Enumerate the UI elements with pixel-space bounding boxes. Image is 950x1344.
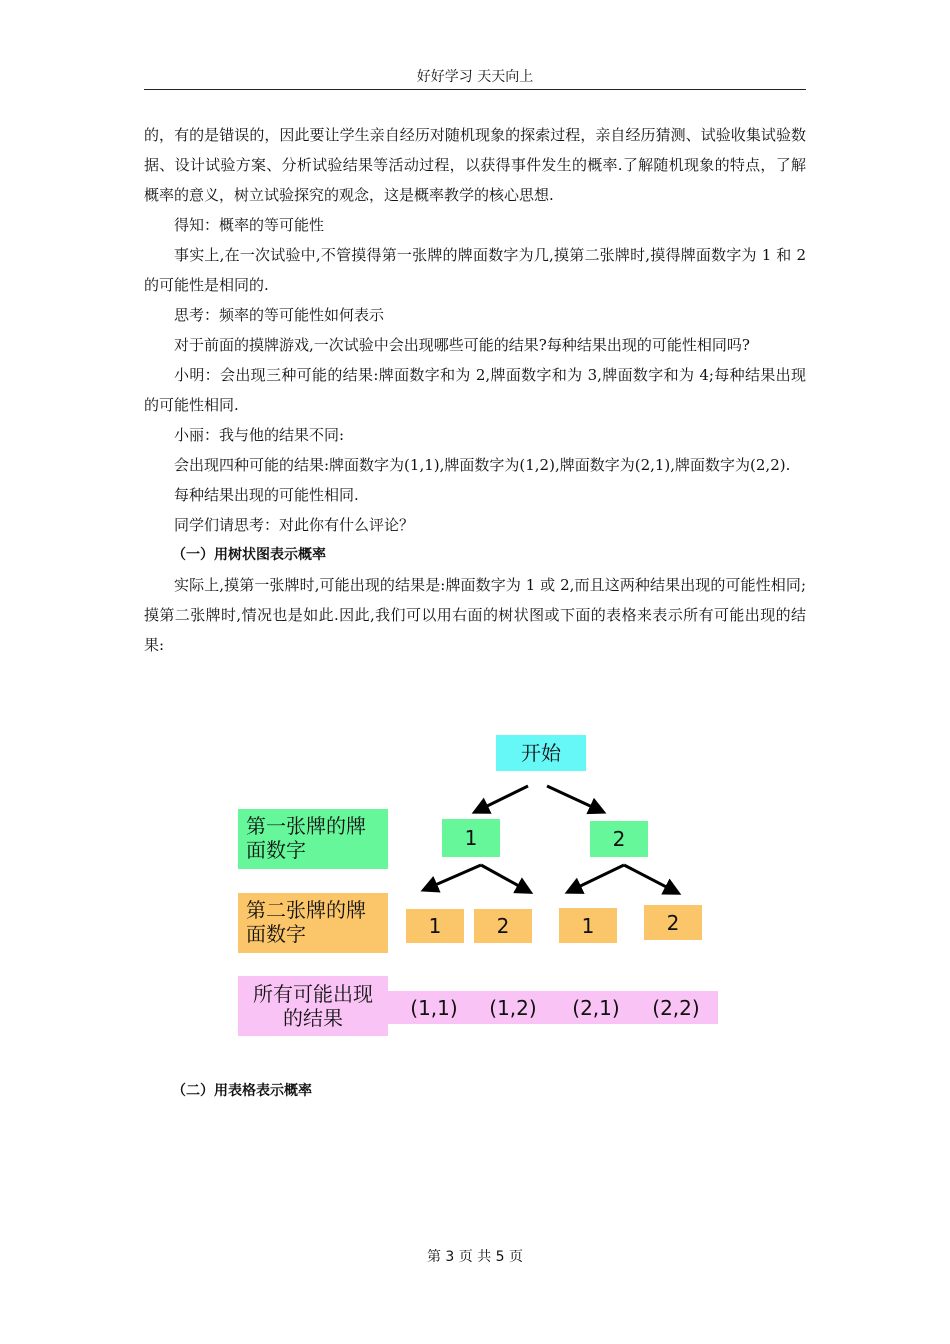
paragraph-intro: 的，有的是错误的，因此要让学生亲自经历对随机现象的探索过程，亲自经历猜测、试验收集试验数据、设计试验方案、分析试验结果等活动过程，以获得事件发生的概率.了解随机现象的特点，了解概率的意义，树立试验探究的观念，这是概率教学的核心思想. <box>144 126 806 204</box>
tree-diagram <box>236 732 720 1038</box>
paragraph-question: 对于前面的摸牌游戏,一次试验中会出现哪些可能的结果?每种结果出现的可能性相同吗? <box>174 336 750 354</box>
paragraph-xiaoli: 小丽：我与他的结果不同: <box>174 426 345 444</box>
outcome-1-1: (1,1) <box>410 995 458 1020</box>
first-card-1: 1 <box>442 819 500 857</box>
paragraph-tree-explain: 实际上,摸第一张牌时,可能出现的结果是:牌面数字为 1 或 2,而且这两种结果出现的可能性相同;摸第二张牌时,情况也是如此.因此,我们可以用右面的树状图或下面的表格来表示所有可能出现的结果: <box>144 576 806 654</box>
row-label-second-card: 第二张牌的牌面数字 <box>238 893 388 953</box>
row-label-first-card: 第一张牌的牌面数字 <box>238 809 388 869</box>
arrow-start-to-1 <box>477 786 528 811</box>
outcome-2-1: (2,1) <box>572 995 620 1020</box>
paragraph-fact: 事实上,在一次试验中,不管摸得第一张牌的牌面数字为几,摸第二张牌时,摸得牌面数字为 1 和 2 的可能性是相同的. <box>144 246 806 294</box>
body-text <box>144 120 806 660</box>
header-rule <box>144 89 806 90</box>
paragraph-conclusion: 得知：概率的等可能性 <box>174 216 325 234</box>
section-heading-tree: （一）用树状图表示概率 <box>172 547 326 563</box>
first-card-2: 2 <box>590 821 648 857</box>
paragraph-xiaoming: 小明：会出现三种可能的结果:牌面数字和为 2,牌面数字和为 3,牌面数字和为 4;每种结果出现的可能性相同. <box>144 366 806 414</box>
arrow-2-to-1 <box>570 865 624 891</box>
outcome-2-2: (2,2) <box>652 995 700 1020</box>
arrow-1-to-1 <box>426 865 481 889</box>
paragraph-equal: 每种结果出现的可能性相同. <box>174 486 359 504</box>
paragraph-think: 思考：频率的等可能性如何表示 <box>174 306 385 324</box>
row-label-outcomes-text: 所有可能出现的结果 <box>253 982 373 1030</box>
second-card-1b: 1 <box>559 908 617 943</box>
paragraph-four-results: 会出现四种可能的结果:牌面数字为(1,1),牌面数字为(1,2),牌面数字为(2,1),牌面数字为(2,2). <box>174 456 791 474</box>
second-card-2a: 2 <box>474 909 532 943</box>
arrow-1-to-2 <box>481 865 528 891</box>
arrow-2-to-2 <box>624 865 676 892</box>
page-footer: 第 3 页 共 5 页 <box>426 1249 524 1265</box>
second-card-2b: 2 <box>644 905 702 940</box>
page-header: 好好学习 天天向上 <box>416 69 534 85</box>
section-heading-table: （二）用表格表示概率 <box>172 1083 312 1099</box>
outcome-1-2: (1,2) <box>489 995 537 1020</box>
second-card-1a: 1 <box>406 909 464 943</box>
arrow-start-to-2 <box>547 786 601 811</box>
paragraph-reflect: 同学们请思考：对此你有什么评论？ <box>174 516 415 534</box>
row-label-outcomes <box>238 976 388 1036</box>
start-node: 开始 <box>496 735 586 771</box>
